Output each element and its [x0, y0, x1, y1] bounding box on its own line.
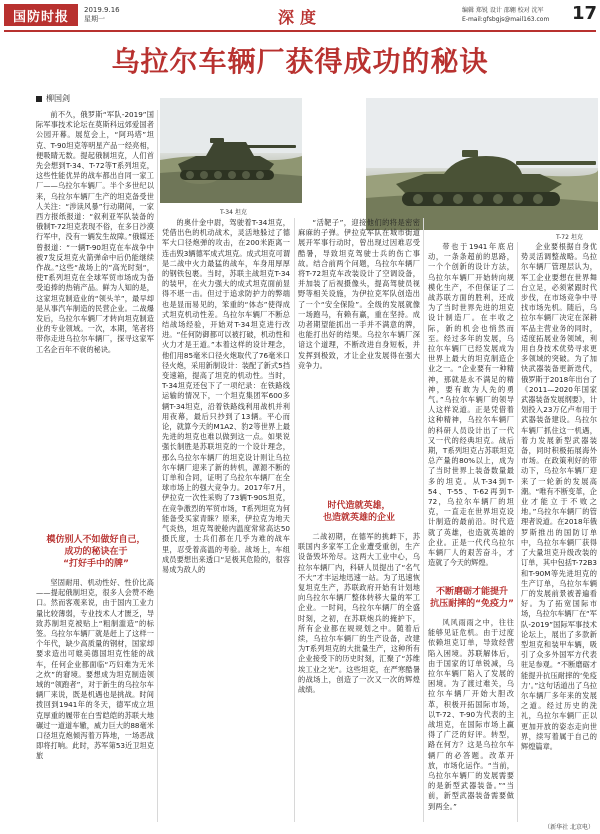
weekday-text: 星期一 [84, 15, 105, 23]
author-name: 柳国剑 [46, 94, 70, 103]
page-header [0, 0, 600, 32]
column-4b-text: 风风雨雨之中，往往能够见证危机。由于过度依赖坦克订单，导致经营陷入困境。苏联解体后，由于国家的订单锐减，乌拉尔车辆厂陷入了发展的困境。为了渡过难关，乌拉尔车辆厂开始大胆改革，积极开拓国际市场，以T-72、T-90为代表的主战坦克，在国际市场上赢得了广泛的好评。转型，路在何方？这是乌拉尔车辆厂的必答题。改革开放，市场化运作。“当前，乌拉尔车辆厂的发展需要的是新型武器装备。”“当前，新型武器装备需要做到两全。” [428, 618, 514, 811]
email-text: E-mail:gfsbgjs@mail163.com [462, 16, 550, 23]
subhead-1-line-2: 成功的秘诀在于 [64, 547, 128, 557]
t34-tank-icon [160, 98, 302, 203]
subhead-2-line-1: 时代造就英雄， [327, 501, 391, 511]
header-divider [4, 30, 596, 32]
subhead-1-line-1: 模仿别人不如做好自己， [46, 535, 146, 545]
subhead-3-line-1: 不断磨砺才能提升 [435, 587, 508, 597]
t34-tank-photo [160, 98, 302, 203]
column-divider [294, 218, 295, 822]
page-number: 17 [572, 3, 598, 24]
column-3-bottom [298, 532, 420, 824]
t72-photo-caption: T-72 坦克 [556, 234, 583, 241]
article-headline: 乌拉尔车辆厂获得成功的秘诀 [111, 45, 489, 78]
column-1-text: 前不久，俄罗斯“军队-2019”国际军事技术论坛在莫斯科远郊爱国者公园开幕。展览会上，“阿玛塔”坦克、T-90坦克等明星产品一经亮相，便吸睛无数。提起俄制坦克，人们首先会想到T-34、T-72等T系列坦克，这些性能优异的战车都出自同一家工厂——乌拉尔车辆厂。半个多世纪以来，乌拉尔车辆厂生产的坦克备受世人关注：“涉读风暴”行动期间，一家西方报纸报道：“叙利亚军队装备的俄制T-72坦克表现不俗，在多日沙漠行军中，没有一辆发生故障。”俄媒还曾报道：“一辆T-90坦克在车战争中被7发反坦克火箭弹命中后仍能继续作战。”这些“战场上的”高光时刻“，使T系列坦克在全球军贸市场成为备受追捧的热销产品。鲜为人知的是，这家坦克制造业的“领头羊”，最早却是从事汽车制造的民营企业。二战爆发后，乌拉尔车辆厂才转向坦克制造业的专业领域。一次，本期，笔者将带你走进乌拉尔车辆厂，探寻这家军工名企百年不衰的秘诀。 [36, 110, 154, 354]
column-2 [162, 218, 290, 824]
column-4-bottom [428, 618, 514, 824]
subhead-2-line-2: 也造就英雄的企业 [322, 513, 395, 523]
column-2-text: 的奥什金中尉，驾驶着T-34坦克，凭借出色的机动战术，灵活地躲过了德军大口径炮弹的攻击，在200米距离一连击毁3辆德军成式坦克。成式坦克可谓是二战中火力最猛的战车，车身用厚厚的钢铁包裹。当时，苏联主战坦克T-34的装甲，在火力强大的成式坦克面前显得不堪一击。但过于追求防护力的弊端也是显而易见的，笨重的“体态”使得成式坦克机动性差。乌拉尔车辆厂不断总结战场经验，开始对T-34坦克进行改进。“任何防御都可以被打破，机动性和火力才是王道。”本着这样的设计理念，他们用85毫米口径火炮取代了76毫米口径火炮，采用新制设计：装配了新式5挡变速箱，提高了坦克的机动性。当时，T-34坦克还包下了一项纪录：在铁路线运输的情况下，一个坦克集团军600多辆T-34坦克，沿着铁路线利用战机并利用夜幕，最后只抄到了13辆。平心而论，就算今天的M1A2、豹2等世界上最先进的坦克也难以做到这一点。如果说强长制胜是苏联坦克的一个设计理念，那么乌拉尔车辆厂的坦克设计则让乌拉尔车辆厂迎来了新的转机，源源不断的订单和合同，证明了乌拉尔车辆厂在全球市场上的强大竞争力。2017年7月，伊拉克一次性采购了73辆T-90S坦克，在竞争激烈的军贸市场，T系列坦克为何能备受买家青睐？原来，伊拉克为地天气炎热，坦克驾驶舱内温度常常高达50摄氏度，士兵们都在几乎为难的战车里，忍受着高温的考验。战场上，车组成员要想出来透口“足极其危险的，很容易成为敌人的 [162, 218, 290, 574]
column-3b-text: 二战初期，在德军的挑衅下，苏联国内多家军工企业遭受重创，生产设备毁坏殆尽。这两大工业中心，乌拉尔车辆厂内，科研人员提出了“名气不大”才丰运地迅速一站。为了迅速恢复坦克生产，苏联政府开始有计划地向乌拉尔车辆厂整体转移大量的军工企业。一时间，乌拉尔车辆厂的全盛时刻，之初，在苏联炮兵的掩护下，所有企业都在规规划之中。随着后续，乌拉尔车辆厂的生产设备，改建为T系列坦克的大批量生产，这种所有企业接受下的历史时刻，汇聚了“苏维埃工业之光”。这些坦克，在严寒酷暑的战场上，创造了一次又一次的辉煌战绩。 [298, 532, 420, 695]
masthead-logo [4, 4, 78, 26]
subhead-1 [38, 534, 154, 570]
byline [36, 93, 70, 104]
column-5-text: 企业要根据自身优势灵活调整战略。乌拉尔车辆厂管理层认为，军工企业要想在世界舞台立足，必须紧跟时代步伐，在市场竞争中寻找市场先机。随后，乌拉尔车辆厂决定在深耕军品主营业务的同时，适度拓展业务领域，利用自身技术优势寻求更多领域的突破。为了加快武器装备更新迭代，俄罗斯于2018年出台了《2011—2020年国家武器装备发展纲要》，计划投入23万亿卢布用于武器装备建设。乌拉尔车辆厂抓住这一机遇，着力发展新型武器装备，同时积极拓展海外市场。在政策利好的带动下，乌拉尔车辆厂迎来了一轮新的发展高潮。“唯有不断变革，企业才能立于不败之地。”乌拉尔车辆厂的管理者说道。在2018年俄罗斯推出的国防订单中，乌拉尔车辆厂获得了大量坦克升级改装的订单，其中包括T-72B3和T-90M等先进坦克的生产订单，乌拉尔车辆厂的发展前景被普遍看好。为了拓宽国际市场，乌拉尔车辆厂在“军队-2019”国际军事技术论坛上，展出了多款新型坦克和装甲车辆，吸引了众多外国军方代表驻足参观。“不断磨砺才能提升抗压耐摔的‘免疫力’。”这句话道出了乌拉尔车辆厂多年来的发展之道。经过历史的洗礼，乌拉尔车辆厂正以更加开放的姿态走向世界，续写着属于自己的辉煌篇章。 [521, 242, 597, 751]
subhead-3-line-2: 抗压耐摔的“免疫力” [430, 599, 514, 609]
column-1-top [36, 110, 154, 530]
column-4-top [428, 242, 514, 582]
t72-tank-icon [366, 98, 598, 230]
section-title: 深度 [278, 8, 323, 27]
column-divider [517, 242, 518, 822]
column-divider [157, 110, 158, 822]
footer-source: （新华社 北京电） [544, 824, 594, 831]
subhead-3 [426, 586, 518, 610]
column-1b-text: 坚固耐用、机动性好、性价比高——提起俄制坦克，很多人会赞不绝口。然而客观来说，由于国内工业力量比较薄弱，专业技术人才匮乏，导致苏制坦克被贴上“粗制滥造”的标签。乌拉尔车辆厂就是赶上了这样一个年代，缺少高质量的钢材，国家却要求造出可媲美德国坦克性能的战车，任何企业都面临“巧妇难为无米之炊”的窘境。要想成为坦克制造领域的“领跑者”，对于新生的乌拉尔车辆厂来说，既是机遇也是挑战。时间拨回到1941年的冬天，德军成立坦克厚重的履带在白雪皑皑的苏联大地碾过一道道车辙，威力巨大的88毫米口径坦克炮倾泻着万阵地，一场恶战即将打响。此时，苏军第53近卫坦克旅 [36, 578, 154, 761]
editors-text: 编辑 郑锐 设计 邵翱 校对 沈军 [462, 7, 544, 14]
column-divider [423, 218, 424, 822]
column-1-bottom [36, 578, 154, 824]
masthead-text: 国防时报 [12, 9, 69, 25]
subhead-1-line-3: “打好手中的牌” [63, 559, 129, 569]
column-3-text: “活靶子”，迎接他们的将是密密麻麻的子弹。伊拉克军队在城市街道展开军事行动时，曾出现过因难忍受酷暑，导致坦克驾驶士兵的伤亡事故。结合前两个问题，乌拉尔车辆厂将T-72坦克车改装设计了空调设备，并加装了后视摄像头，提高驾驶员视野等相关设施，为伊拉克军队创造出了一个“安全保险”。全级的发展就像一场跑马，有赖有赢，重在坚持。成功者期望能抓出一手并不满意的牌，也能打出好的结果。乌拉尔车辆厂深谙这个道理，不断改进自身短板，并发挥到极致，才让企业发展得在强大竞争力。 [298, 218, 420, 370]
t34-photo-caption: T-34 坦克 [220, 209, 247, 216]
column-3-top [298, 218, 420, 496]
byline-square-icon [36, 96, 42, 102]
t72-tank-photo [366, 98, 598, 230]
editor-credits [462, 6, 549, 24]
column-5 [521, 242, 597, 820]
column-4-text: 带也于1941年底启动，一条条超前的思路，一个个创新的设计方法，乌拉尔车辆厂开始转向规模化生产，不但保证了二战苏联方面的胜利，还成为了当时世界先进的坦克设计制造厂。在丰收之际，新的机会也悄然而至。经过多年的发展，乌拉尔车辆厂已经发展成为世界上最大的坦克制造企业之一。“企业要有一种精神，那就是永不满足的精神，要有敢为人先的勇气。”乌拉尔车辆厂的领导人这样说道。正是凭借着这种精神，乌拉尔车辆厂的科研人员设计出了一代又一代的经典坦克。战后期，T系列坦克占苏联坦克总产量的80%以上，成为了当时世界上装备数量最多的坦克。从T-34到T-54、T-55、T-62再到T-72，乌拉尔车辆厂的坦克，一直走在世界坦克设计制造的最前沿。时代造就了英雄，也造就英雄的企业。正是一代代乌拉尔车辆厂人的艰苦奋斗，才造就了今天的辉煌。 [428, 242, 514, 568]
date-text: 2019.9.16 [84, 6, 120, 14]
subhead-2 [300, 500, 418, 524]
issue-date [84, 6, 120, 24]
